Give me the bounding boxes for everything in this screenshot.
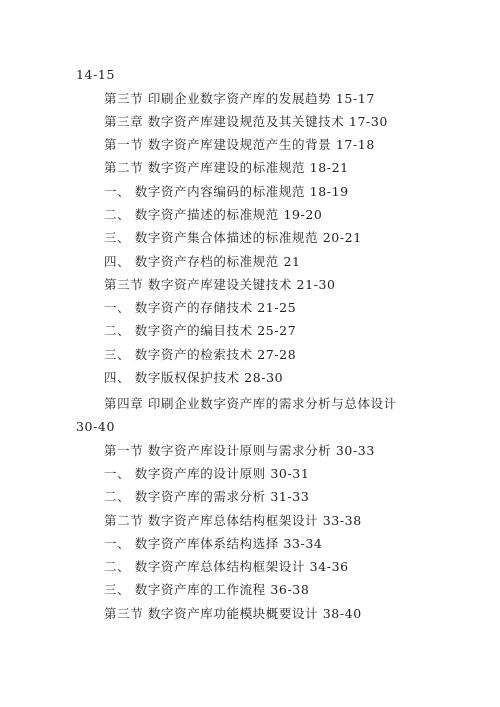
toc-line: 二、 数字资产库总体结构框架设计 34-36 <box>104 559 349 574</box>
toc-line: 四、 数字资产存档的标准规范 21 <box>104 254 301 269</box>
toc-line: 第三节 数字资产库建设关键技术 21-30 <box>104 277 336 292</box>
toc-line: 一、 数字资产内容编码的标准规范 18-19 <box>104 184 349 199</box>
toc-line: 一、 数字资产库的设计原则 30-31 <box>104 466 310 481</box>
toc-line: 三、 数字资产库的工作流程 36-38 <box>104 582 310 597</box>
toc-line: 第四章 印刷企业数字资产库的需求分析与总体设计 <box>104 396 397 411</box>
toc-line: 四、 数字版权保护技术 28-30 <box>104 370 284 385</box>
toc-line: 第三节 印刷企业数字资产库的发展趋势 15-17 <box>104 91 375 106</box>
toc-line: 14-15 <box>76 67 116 82</box>
toc-line: 第一节 数字资产库设计原则与需求分析 30-33 <box>104 443 375 458</box>
toc-line: 第二节 数字资产库建设的标准规范 18-21 <box>104 160 349 175</box>
toc-line: 三、 数字资产的检索技术 27-28 <box>104 347 297 362</box>
toc-line: 30-40 <box>76 419 116 434</box>
toc-line: 一、 数字资产库体系结构选择 33-34 <box>104 536 323 551</box>
toc-line: 二、 数字资产描述的标准规范 19-20 <box>104 207 323 222</box>
toc-line: 三、 数字资产集合体描述的标准规范 20-21 <box>104 230 362 245</box>
toc-line: 二、 数字资产的编目技术 25-27 <box>104 323 297 338</box>
toc-line: 二、 数字资产库的需求分析 31-33 <box>104 489 310 504</box>
toc-line: 第二节 数字资产库总体结构框架设计 33-38 <box>104 513 362 528</box>
toc-line: 第三节 数字资产库功能模块概要设计 38-40 <box>104 606 362 621</box>
toc-line: 第三章 数字资产库建设规范及其关键技术 17-30 <box>104 114 388 129</box>
toc-line: 一、 数字资产的存储技术 21-25 <box>104 300 297 315</box>
toc-line: 第一节 数字资产库建设规范产生的背景 17-18 <box>104 137 375 152</box>
